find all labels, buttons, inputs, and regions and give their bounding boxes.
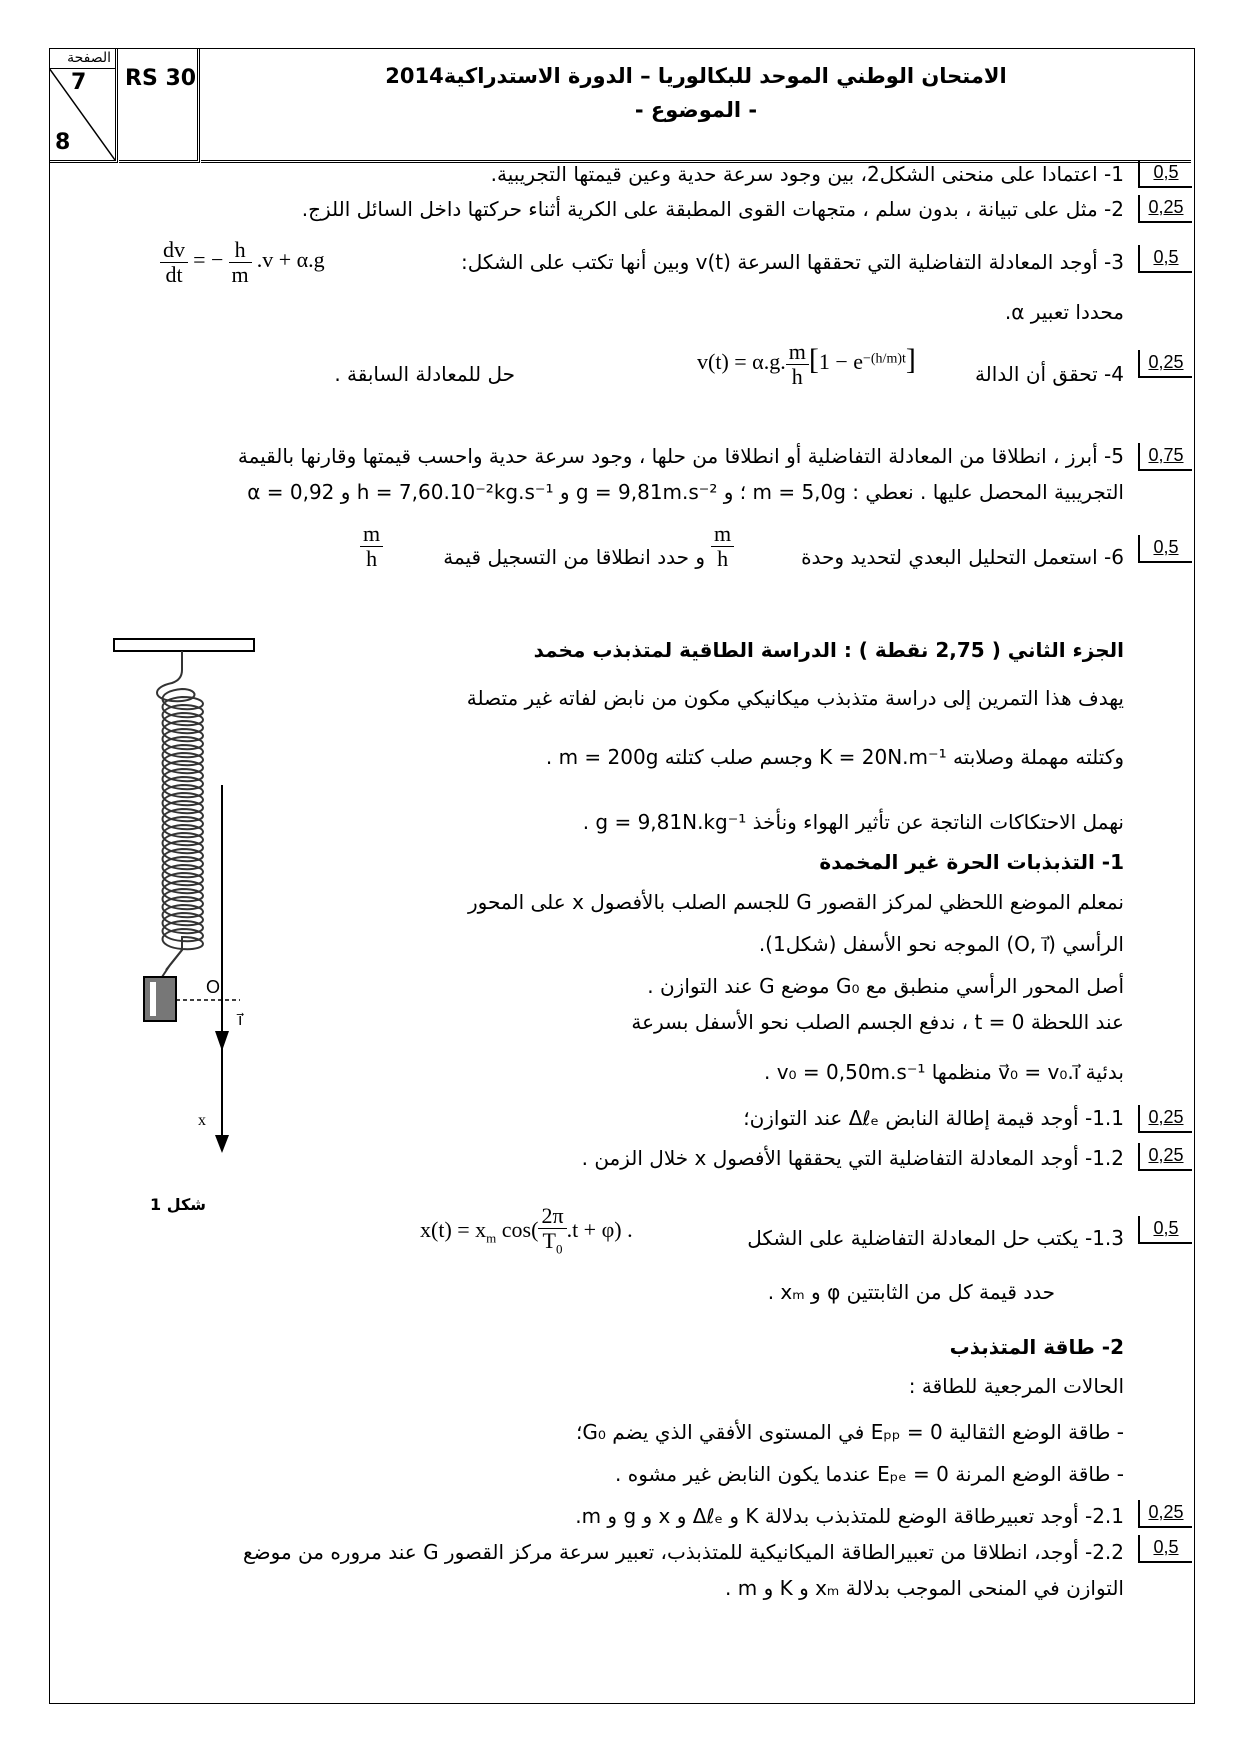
mass-highlight [150, 982, 156, 1016]
s1-line-2: الرأسي (O, i⃗) الموجه نحو الأسفل (شكل1). [758, 932, 1124, 956]
points-q21: 0,25 [1138, 1500, 1192, 1528]
question-2: 2- مثل على تبيانة ، بدون سلم ، متجهات القوى المطبقة على الكرية أثناء حركتها داخل السائل اللزج. [301, 197, 1124, 221]
equation-v-solution: v(t) = α.g. $\frac{m}{h}$ $[1 - e^{-(h/m)t}]$ [697, 339, 916, 389]
question-3-alpha: محددا تعبير α. [1004, 300, 1124, 324]
question-5: 5- أبرز ، انطلاقا من المعادلة التفاضلية أو انطلاقا من حلها ، وجود سرعة حدية واحسب قيمتها وقارنها بالقيمة [237, 444, 1124, 468]
spring-coil [157, 651, 203, 977]
equation-x-solution: $x(t) = x_m$ cos( $\frac{2\pi}{T_0}$ .t + φ) . [420, 1203, 633, 1257]
unit-vector-label: i⃗ [238, 1012, 243, 1029]
points-q22: 0,5 [1138, 1535, 1192, 1563]
s1-line-5: بدئية v⃗₀ = v₀.i⃗ منظمها v₀ = 0,50m.s⁻¹ . [763, 1060, 1124, 1084]
question-5-data: التجريبية المحصل عليها . نعطي : m = 5,0g ؛ و g = 9,81m.s⁻² و h = 7,60.10⁻²kg.s⁻¹ و α = 0,92 [247, 480, 1124, 504]
question-1-3: 1.3- يكتب حل المعادلة التفاضلية على الشكل [747, 1226, 1124, 1250]
points-q12: 0,25 [1138, 1143, 1192, 1171]
exam-title: الامتحان الوطني الموحد للبكالوريا – الدورة الاستدراكية2014 [385, 64, 1007, 88]
points-q13: 0,5 [1138, 1216, 1192, 1244]
exam-subtitle: - الموضوع - [634, 98, 758, 122]
points-q1: 0,5 [1138, 160, 1192, 188]
exam-code-box [119, 48, 200, 163]
fraction-m-over-h-1: $\frac{m}{h}$ [711, 522, 734, 571]
s1-line-4: عند اللحظة t = 0 ، ندفع الجسم الصلب نحو الأسفل بسرعة [631, 1010, 1124, 1034]
fraction-m-over-h-2: $\frac{m}{h}$ [360, 522, 383, 571]
spring-oscillator-figure [100, 625, 320, 1205]
question-3: 3- أوجد المعادلة التفاضلية التي تحققها السرعة v(t) وبين أنها تكتب على الشكل: [461, 250, 1124, 274]
figure-caption: شكل 1 [150, 1195, 207, 1214]
exam-header [49, 48, 1193, 160]
ceiling-support [114, 639, 254, 651]
page-total: 8 [55, 130, 71, 155]
part2-intro-1: يهدف هذا التمرين إلى دراسة متذبذب ميكانيكي مكون من نابض لفاته غير متصلة [466, 686, 1124, 710]
s1-line-1: نمعلم الموضع اللحظي لمركز القصور G للجسم الصلب بالأفصول x على المحور [468, 890, 1124, 914]
points-q3: 0,5 [1138, 245, 1192, 273]
question-1-2: 1.2- أوجد المعادلة التفاضلية التي يحققها الأفصول x خلال الزمن . [581, 1146, 1124, 1170]
question-4-end: حل للمعادلة السابقة . [334, 362, 515, 386]
s1-line-3: أصل المحور الرأسي منطبق مع G₀ موضع G عند التوازن . [647, 974, 1124, 998]
question-6-mid: و حدد انطلاقا من التسجيل قيمة [443, 545, 705, 569]
question-1: 1- اعتمادا على منحنى الشكل2، بين وجود سرعة حدية وعين قيمتها التجريبية. [490, 162, 1124, 186]
section1-title: 1- التذبذبات الحرة غير المخمدة [819, 850, 1124, 874]
page-current: 7 [71, 70, 87, 95]
points-q5: 0,75 [1138, 443, 1192, 471]
solid-mass [144, 977, 176, 1021]
s2-line-2: - طاقة الوضع الثقالية Eₚₚ = 0 في المستوى الأفقي الذي يضم G₀؛ [576, 1420, 1124, 1444]
x-axis-bottom-arrow-icon [215, 1135, 229, 1153]
question-4: 4- تحقق أن الدالة [974, 362, 1124, 386]
s2-line-3: - طاقة الوضع المرنة Eₚₑ = 0 عندما يكون النابض غير مشوه . [615, 1462, 1124, 1486]
question-2-2: 2.2- أوجد، انطلاقا من تعبيرالطاقة الميكانيكية للمتذبذب، تعبير سرعة مركز القصور G عند مروره من موضع [243, 1540, 1124, 1564]
exam-code: RS 30 [125, 66, 197, 91]
page-number-box [49, 48, 118, 163]
equation-dv-dt: $\frac{dv}{dt}$ = − $\frac{h}{m}$ .v + α.g [160, 238, 325, 287]
points-q6: 0,5 [1138, 535, 1192, 563]
points-q11: 0,25 [1138, 1105, 1192, 1133]
points-q4: 0,25 [1138, 350, 1192, 378]
question-1-3-constants: حدد قيمة كل من الثابتتين φ و xₘ . [767, 1280, 1055, 1304]
question-1-1: 1.1- أوجد قيمة إطالة النابض Δℓₑ عند التوازن؛ [743, 1106, 1124, 1130]
origin-label: O [206, 977, 221, 997]
question-2-1: 2.1- أوجد تعبيرطاقة الوضع للمتذبذب بدلالة K و Δℓₑ و x و g و m. [575, 1504, 1124, 1528]
part2-heading: الجزء الثاني ( 2,75 نقطة ) : الدراسة الطاقية لمتذبذب مخمد [533, 638, 1124, 662]
x-axis-label: x [198, 1112, 206, 1129]
question-6: 6- استعمل التحليل البعدي لتحديد وحدة [801, 545, 1124, 569]
exam-title-box [201, 48, 1191, 163]
question-2-2-cont: التوازن في المنحى الموجب بدلالة xₘ و K و m . [725, 1576, 1124, 1600]
s2-line-1: الحالات المرجعية للطاقة : [908, 1374, 1124, 1398]
section2-title: 2- طاقة المتذبذب [949, 1335, 1124, 1359]
points-q2: 0,25 [1138, 195, 1192, 223]
page-label: الصفحة [67, 50, 111, 66]
part2-intro-3: نهمل الاحتكاكات الناتجة عن تأثير الهواء ونأخذ g = 9,81N.kg⁻¹ . [582, 810, 1124, 834]
part2-intro-2: وكتلته مهملة وصلابته K = 20N.m⁻¹ وجسم صلب كتلته m = 200g . [545, 745, 1124, 769]
